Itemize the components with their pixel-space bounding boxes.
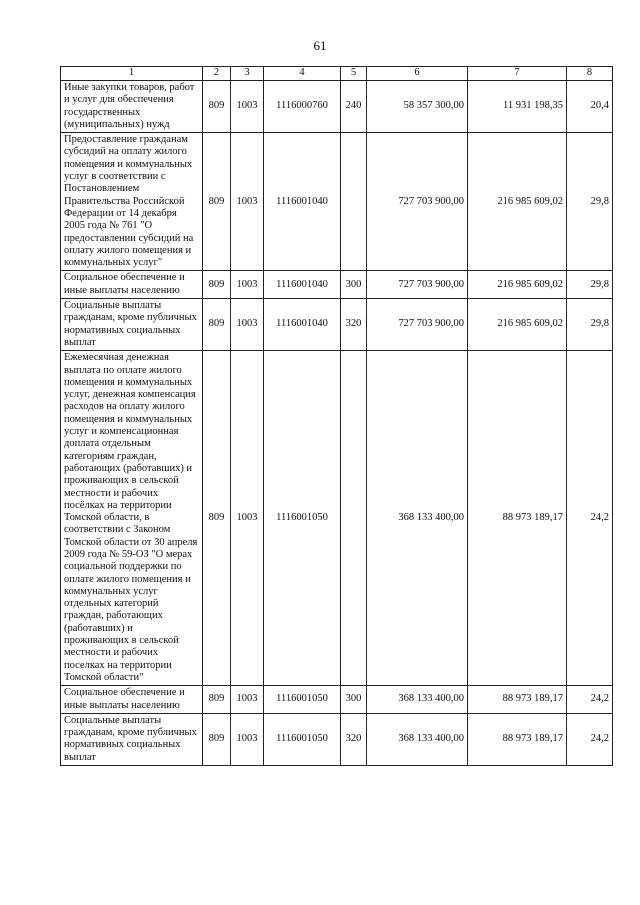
fact-amount: 216 985 609,02 [468,133,567,271]
section-code: 1003 [231,81,264,133]
budget-table [60,66,613,766]
table-row [61,133,613,271]
execution-percent: 24,2 [567,686,613,714]
expense-type-code: 300 [341,271,367,299]
target-article-code: 1116001050 [264,351,341,686]
row-description: Ежемесячная денежная выплата по оплате жилого помещения и коммунальных услуг, денежная компенсация расходов на оплату жилого помещения и коммунальных услуг и компенсационная доплата отдельным категориям граждан, работающих (работавших) и проживающих в сельской местности и рабочих посёлках на территории Томской области, в соответствии с Законом Томской области от 30 апреля 2009 года № 59-ОЗ "О мерах социальной поддержки по оплате жилого помещения и коммунальных услуг отдельных категорий граждан, работающих (работавших) и проживающих в сельской местности и рабочих поселках на территории Томской области" [61,351,203,686]
row-description: Предоставление гражданам субсидий на оплату жилого помещения и коммунальных услуг в соответствии с Постановлением Правительства Российской Федерации от 14 декабря 2005 года № 761 "О предоставлении субсидий на оплату жилого помещения и коммунальных услуг" [61,133,203,271]
page-number: 61 [313,38,327,53]
section-code: 1003 [231,713,264,765]
fact-amount: 88 973 189,17 [468,713,567,765]
execution-percent: 24,2 [567,351,613,686]
plan-amount: 368 133 400,00 [367,351,468,686]
execution-percent: 24,2 [567,713,613,765]
table-row [61,299,613,351]
fact-amount: 88 973 189,17 [468,686,567,714]
execution-percent: 20,4 [567,81,613,133]
table-header-row [61,67,613,81]
target-article-code: 1116001040 [264,133,341,271]
column-header: 6 [367,67,468,81]
column-header: 5 [341,67,367,81]
plan-amount: 368 133 400,00 [367,686,468,714]
plan-amount: 727 703 900,00 [367,133,468,271]
plan-amount: 727 703 900,00 [367,299,468,351]
row-description: Социальное обеспечение и иные выплаты населению [61,271,203,299]
column-header: 1 [61,67,203,81]
table-row [61,271,613,299]
section-code: 1003 [231,271,264,299]
fact-amount: 216 985 609,02 [468,299,567,351]
table-row [61,686,613,714]
execution-percent: 29,8 [567,133,613,271]
target-article-code: 1116000760 [264,81,341,133]
grbs-code: 809 [203,713,231,765]
grbs-code: 809 [203,133,231,271]
section-code: 1003 [231,351,264,686]
plan-amount: 58 357 300,00 [367,81,468,133]
target-article-code: 1116001050 [264,686,341,714]
fact-amount: 88 973 189,17 [468,351,567,686]
expense-type-code: 300 [341,686,367,714]
section-code: 1003 [231,133,264,271]
target-article-code: 1116001040 [264,299,341,351]
plan-amount: 368 133 400,00 [367,713,468,765]
fact-amount: 11 931 198,35 [468,81,567,133]
table-row [61,713,613,765]
execution-percent: 29,8 [567,271,613,299]
table-row [61,81,613,133]
expense-type-code [341,133,367,271]
grbs-code: 809 [203,351,231,686]
column-header: 7 [468,67,567,81]
section-code: 1003 [231,686,264,714]
plan-amount: 727 703 900,00 [367,271,468,299]
expense-type-code: 320 [341,713,367,765]
grbs-code: 809 [203,299,231,351]
column-header: 2 [203,67,231,81]
row-description: Социальные выплаты гражданам, кроме публичных нормативных социальных выплат [61,713,203,765]
row-description: Социальное обеспечение и иные выплаты населению [61,686,203,714]
target-article-code: 1116001040 [264,271,341,299]
expense-type-code [341,351,367,686]
column-header: 8 [567,67,613,81]
column-header: 3 [231,67,264,81]
table-row [61,351,613,686]
row-description: Иные закупки товаров, работ и услуг для обеспечения государственных (муниципальных) нужд [61,81,203,133]
grbs-code: 809 [203,271,231,299]
grbs-code: 809 [203,686,231,714]
target-article-code: 1116001050 [264,713,341,765]
fact-amount: 216 985 609,02 [468,271,567,299]
column-header: 4 [264,67,341,81]
grbs-code: 809 [203,81,231,133]
expense-type-code: 320 [341,299,367,351]
expense-type-code: 240 [341,81,367,133]
section-code: 1003 [231,299,264,351]
row-description: Социальные выплаты гражданам, кроме публичных нормативных социальных выплат [61,299,203,351]
execution-percent: 29,8 [567,299,613,351]
